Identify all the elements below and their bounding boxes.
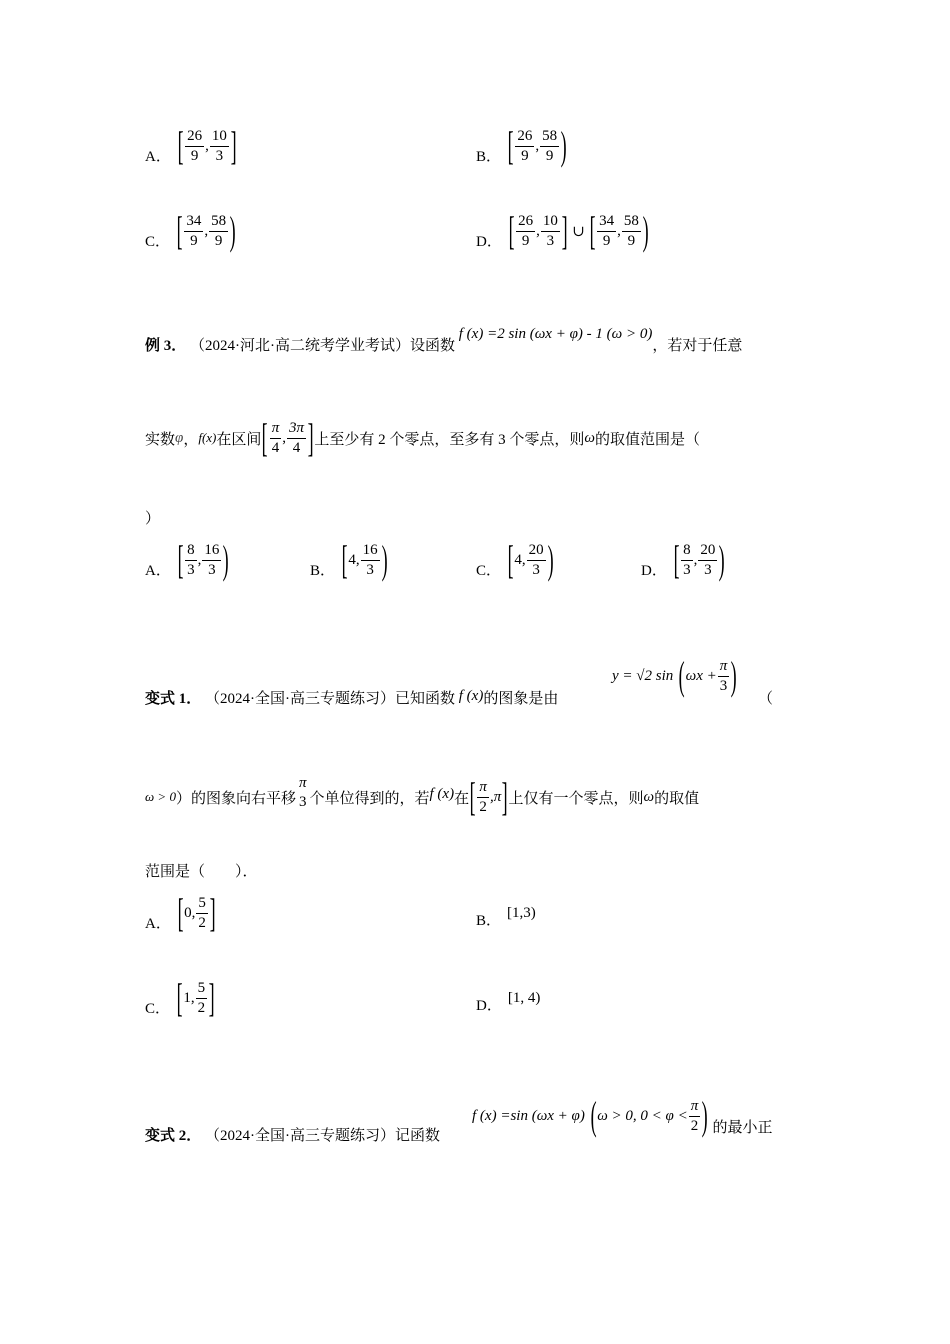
var1-option-c: C． [ 1, $\frac{5}{2}$ ] [145, 975, 215, 1020]
var1-line3: 范围是（ ）． [145, 864, 258, 880]
ex3-option-b: B． [ 4, $\frac{16}{3}$ ) [310, 537, 388, 582]
var2-function: f (x) =sin (ωx + φ) ( ω > 0, 0 < φ < $\frac{\pi}{2}$ ) 的最小正 [472, 1093, 773, 1138]
var1-option-d: D． [1, 4) [476, 990, 541, 1014]
var1-title: 变式 1． [145, 691, 202, 707]
ex3-option-c: C． [ 4, $\frac{20}{3}$ ) [476, 537, 554, 582]
ex3-line3: ） [145, 511, 161, 527]
var1-line1: 变式 1． （2024·全国·高三专题练习）已知函数 f (x)的图象是由 [145, 688, 559, 707]
ex3-option-a: A． [ $\frac{8}{3}$ , $\frac{16}{3}$ ) [145, 537, 230, 582]
var2-title: 变式 2． [145, 1128, 202, 1144]
ex3-line2: 实数 φ ， f(x) 在区间 [ $\frac{\pi}{4}$ , $\frac{3\pi}{4}$ ] 上至少有 2 个零点，至多有 3 个零点，则 ω 的取值范围是（ [145, 415, 700, 460]
q2-option-b: B． [ $\frac{26}{9}$ , $\frac{58}{9}$ ) [476, 123, 567, 168]
var1-y-expression: y = √2 sin ( ωx + $\frac{\pi}{3}$ ) [612, 653, 737, 698]
ex3-function: f (x) =2 sin (ωx + φ) - 1 (ω > 0) [458, 326, 653, 342]
q2-option-d: D． [ $\frac{26}{9}$ , $\frac{10}{3}$ ] ∪ [ $\frac{34}{9}$ , $\frac{58}{9}$ ) [476, 208, 649, 253]
ex3-line1: 例 3． （2024·河北·高二统考学业考试）设函数 f (x) =2 sin (ωx + φ) - 1 (ω > 0)，若对于任意 [145, 326, 743, 354]
q2-option-a: A． [ $\frac{26}{9}$ , $\frac{10}{3}$ ] [145, 123, 237, 168]
ex3-title: 例 3． [145, 338, 187, 354]
var1-line2: ω > 0 ）的图象向右平移 π 3 个单位得到的，若 f (x) 在 [ $\frac{\pi}{2}$ ,π ] 上仅有一个零点，则 ω 的取值 [145, 774, 700, 819]
var2-line1: 变式 2． （2024·全国·高三专题练习）记函数 [145, 1128, 441, 1144]
q2-option-c: C． [ $\frac{34}{9}$ , $\frac{58}{9}$ ) [145, 208, 236, 253]
var1-option-b: B． [1,3) [476, 905, 536, 929]
ex3-option-d: D． [ $\frac{8}{3}$ , $\frac{20}{3}$ ) [641, 537, 726, 582]
var1-option-a: A． [ 0, $\frac{5}{2}$ ] [145, 890, 216, 935]
union-symbol: ∪ [572, 223, 585, 240]
